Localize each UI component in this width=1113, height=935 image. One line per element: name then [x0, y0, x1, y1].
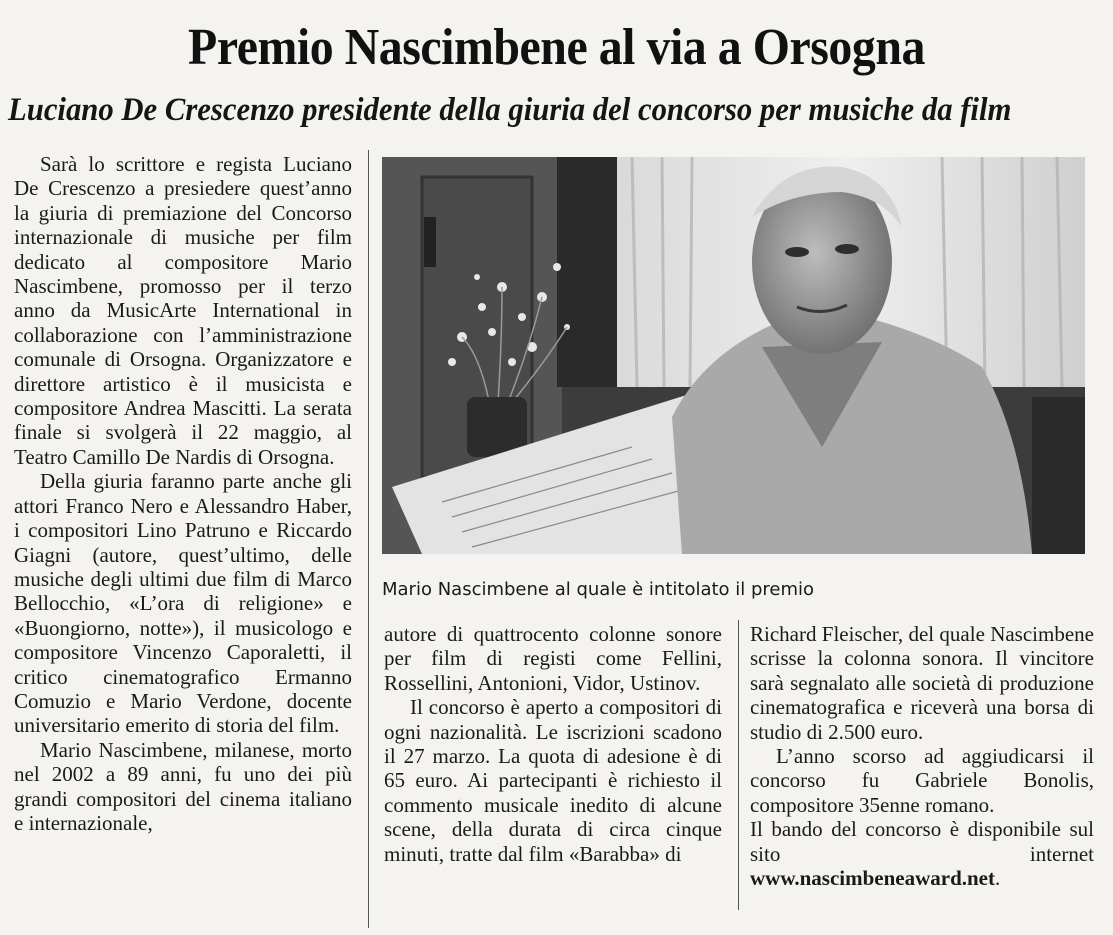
column1-paragraph-1: Sarà lo scrittore e regista Luciano De Crescenzo a presiedere quest’anno la giuria di premiazione del Concorso internazionale di musiche per film dedicato al compositore Mario Nascimbene, promosso per il terzo anno da MusicArte International in collaborazione con l’amministrazione comunale di Orsogna. Organizzatore e direttore artistico è il musicista e compositore Andrea Mascitti. La serata finale si svolgerà il 22 maggio, al Teatro Camillo De Nardis di Orsogna.: [14, 152, 352, 469]
column1-paragraph-3: Mario Nascimbene, milanese, morto nel 2002 a 89 anni, fu uno dei più grandi compositori del cinema italiano e internazionale,: [14, 737, 352, 835]
column2-paragraph-1: autore di quattrocento colonne sonore per film di registi come Fellini, Rossellini, Antonioni, Vidor, Ustinov.: [384, 622, 722, 695]
photo-caption: Mario Nascimbene al quale è intitolato il premio: [382, 579, 815, 600]
portrait-illustration: [382, 157, 1085, 554]
article-column-2: [384, 622, 722, 866]
article-column-3: [750, 622, 1094, 890]
column3-paragraph-3: [750, 817, 1094, 890]
column1-paragraph-2: Della giuria faranno parte anche gli attori Franco Nero e Alessandro Haber, i compositori Lino Patruno e Riccardo Giagni (autore, quest’ultimo, delle musiche degli ultimi due film di Marco Bellocchio, «L’ora di religione» e «Buongiorno, notte»), il musicologo e compositore Vincenzo Caporaletti, il critico cinematografico Ermanno Comuzio e Mario Verdone, docente universitario emerito di storia del film.: [14, 469, 352, 738]
website-link[interactable]: www.nascimbeneaward.net: [750, 866, 995, 891]
column2-paragraph-2: Il concorso è aperto a compositori di ogni nazionalità. Le iscrizioni scadono il 27 marzo. La quota di adesione è di 65 euro. Ai partecipanti è richiesto il commento musicale inedito di alcune scene, della durata di circa cinque minuti, tratte dal film «Barabba» di: [384, 695, 722, 866]
portrait-photo: [382, 157, 1085, 554]
column3-paragraph-2: L’anno scorso ad aggiudicarsi il concorso fu Gabriele Bonolis, compositore 35enne romano.: [750, 744, 1094, 817]
bando-text: Il bando del concorso è disponibile sul sito internet: [750, 817, 1094, 866]
subheadline: Luciano De Crescenzo presidente della giuria del concorso per musiche da film: [8, 92, 1012, 128]
article-column-1: [14, 152, 352, 835]
bando-end: .: [995, 866, 1001, 891]
headline: Premio Nascimbene al via a Orsogna: [188, 19, 925, 76]
column-divider: [738, 620, 739, 910]
column3-paragraph-1: Richard Fleischer, del quale Nascimbene scrisse la colonna sonora. Il vincitore sarà segnalato alle società di produzione cinematografica e riceverà una borsa di studio di 2.500 euro.: [750, 622, 1094, 744]
column-divider: [368, 150, 369, 928]
